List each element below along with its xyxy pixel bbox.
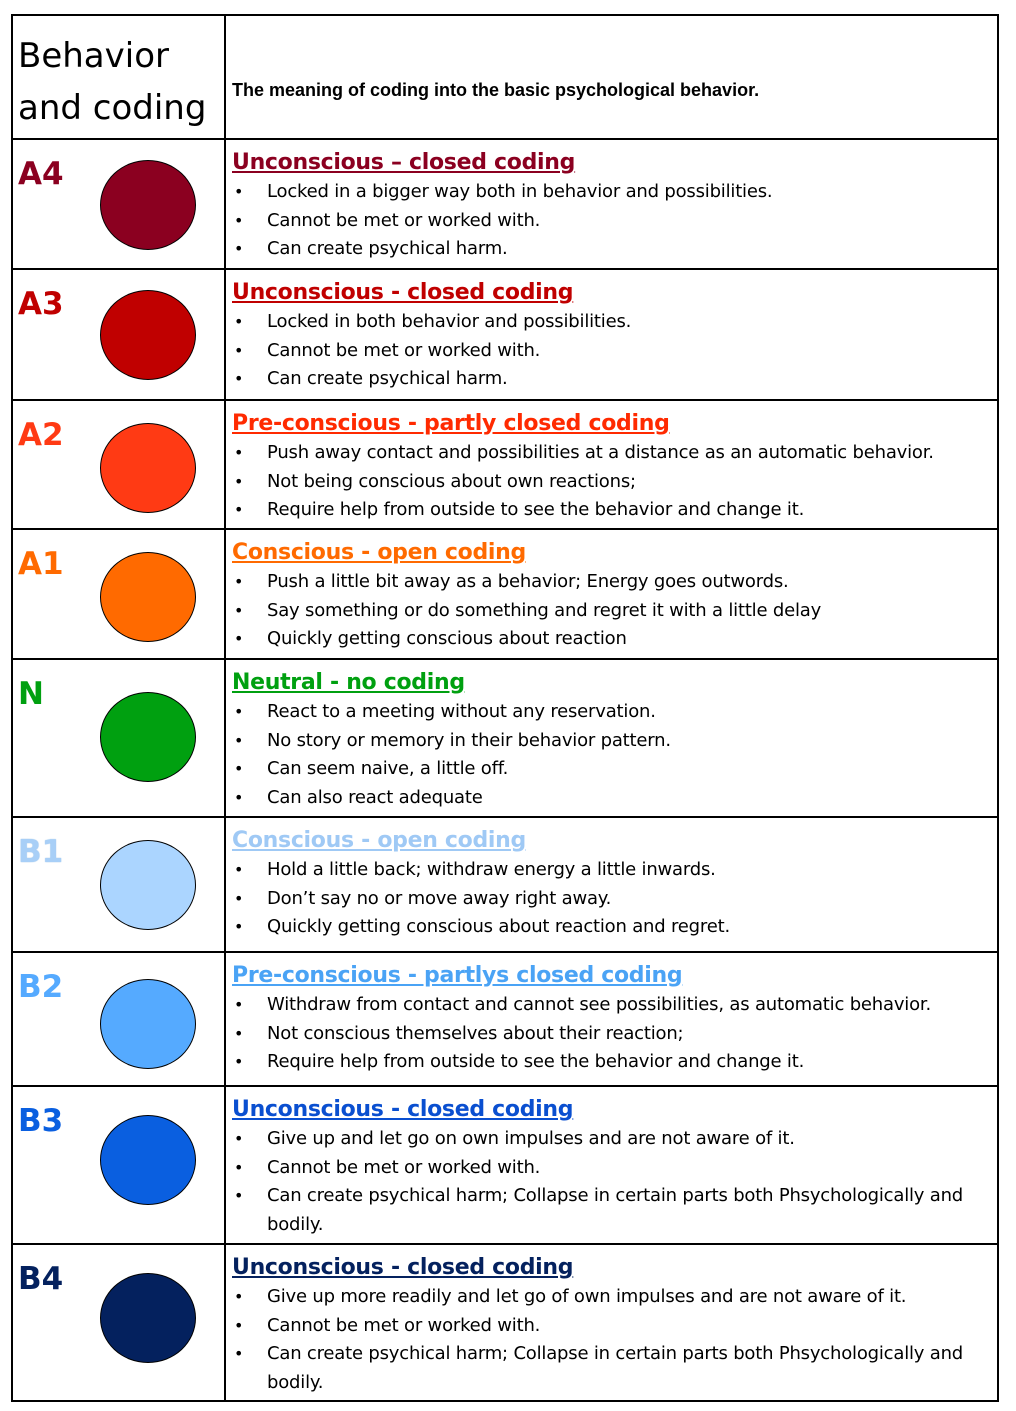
row-content xyxy=(232,538,991,654)
coding-row-a1 xyxy=(13,528,997,658)
bullet-item: • Can create psychical harm. xyxy=(232,365,991,394)
coding-title: Unconscious - closed coding xyxy=(232,1097,574,1122)
color-circle-icon xyxy=(100,1115,196,1205)
bullet-item: • Quickly getting conscious about reaction xyxy=(232,625,991,654)
bullet-item: • Give up more readily and let go of own impulses and are not aware of it. xyxy=(232,1283,991,1312)
bullet-item: • Not conscious themselves about their reaction; xyxy=(232,1020,991,1049)
color-circle-icon xyxy=(100,290,196,380)
coding-title: Conscious - open coding xyxy=(232,540,526,565)
bullet-item: • Can create psychical harm; Collapse in certain parts both Phsychologically and bodily. xyxy=(232,1182,991,1239)
coding-title: Unconscious - closed coding xyxy=(232,280,574,305)
bullet-item: • Can also react adequate xyxy=(232,784,991,813)
bullet-list xyxy=(232,1283,991,1397)
bullet-item: • No story or memory in their behavior pattern. xyxy=(232,727,991,756)
color-circle-icon xyxy=(100,160,196,250)
coding-title: Unconscious – closed coding xyxy=(232,150,576,175)
code-label: A4 xyxy=(18,156,64,192)
bullet-list xyxy=(232,1125,991,1239)
coding-title: Unconscious - closed coding xyxy=(232,1255,574,1280)
coding-row-b4 xyxy=(13,1243,997,1400)
coding-row-a3 xyxy=(13,268,997,399)
bullet-item: • Push away contact and possibilities at a distance as an automatic behavior. xyxy=(232,439,991,468)
bullet-list xyxy=(232,568,991,654)
bullet-item: • Don’t say no or move away right away. xyxy=(232,885,991,914)
coding-row-b1 xyxy=(13,816,997,951)
row-content xyxy=(232,409,991,525)
bullet-item: • Say something or do something and regret it with a little delay xyxy=(232,597,991,626)
color-circle-icon xyxy=(100,552,196,642)
bullet-item: • Locked in a bigger way both in behavior and possibilities. xyxy=(232,178,991,207)
coding-table xyxy=(11,14,999,1402)
row-content xyxy=(232,826,991,942)
bullet-list xyxy=(232,308,991,394)
color-circle-icon xyxy=(100,1273,196,1363)
code-label: B3 xyxy=(18,1103,64,1139)
header-row xyxy=(13,16,997,140)
coding-row-n xyxy=(13,658,997,816)
coding-title: Neutral - no coding xyxy=(232,670,465,695)
row-content xyxy=(232,961,991,1077)
header-title: Behavior and coding xyxy=(18,36,207,128)
coding-row-b3 xyxy=(13,1085,997,1243)
bullet-item: • Cannot be met or worked with. xyxy=(232,207,991,236)
code-label: B1 xyxy=(18,834,64,870)
bullet-item: • Push a little bit away as a behavior; Energy goes outwords. xyxy=(232,568,991,597)
bullet-item: • Require help from outside to see the behavior and change it. xyxy=(232,1048,991,1077)
row-content xyxy=(232,278,991,394)
bullet-list xyxy=(232,178,991,264)
bullet-item: • React to a meeting without any reservation. xyxy=(232,698,991,727)
color-circle-icon xyxy=(100,979,196,1069)
bullet-item: • Quickly getting conscious about reaction and regret. xyxy=(232,913,991,942)
code-label: B4 xyxy=(18,1261,64,1297)
color-circle-icon xyxy=(100,692,196,782)
bullet-item: • Give up and let go on own impulses and are not aware of it. xyxy=(232,1125,991,1154)
coding-row-b2 xyxy=(13,951,997,1085)
code-label: A3 xyxy=(18,286,64,322)
coding-row-a4 xyxy=(13,138,997,268)
code-label: A1 xyxy=(18,546,64,582)
coding-title: Pre-conscious - partly closed coding xyxy=(232,411,670,436)
code-label: A2 xyxy=(18,417,64,453)
coding-title: Conscious - open coding xyxy=(232,828,526,853)
bullet-list xyxy=(232,439,991,525)
header-description: The meaning of coding into the basic psychological behavior. xyxy=(232,80,760,100)
row-content xyxy=(232,148,991,264)
row-content xyxy=(232,668,991,812)
code-label: N xyxy=(18,676,44,712)
bullet-item: • Withdraw from contact and cannot see possibilities, as automatic behavior. xyxy=(232,991,991,1020)
bullet-item: • Cannot be met or worked with. xyxy=(232,337,991,366)
bullet-item: • Cannot be met or worked with. xyxy=(232,1154,991,1183)
color-circle-icon xyxy=(100,840,196,930)
bullet-item: • Not being conscious about own reactions; xyxy=(232,468,991,497)
row-content xyxy=(232,1095,991,1239)
bullet-item: • Can create psychical harm. xyxy=(232,235,991,264)
bullet-item: • Cannot be met or worked with. xyxy=(232,1312,991,1341)
bullet-item: • Can seem naive, a little off. xyxy=(232,755,991,784)
bullet-list xyxy=(232,991,991,1077)
coding-row-a2 xyxy=(13,399,997,528)
bullet-item: • Require help from outside to see the behavior and change it. xyxy=(232,496,991,525)
bullet-item: • Locked in both behavior and possibilities. xyxy=(232,308,991,337)
bullet-item: • Can create psychical harm; Collapse in certain parts both Phsychologically and bodily. xyxy=(232,1340,991,1397)
coding-title: Pre-conscious - partlys closed coding xyxy=(232,963,683,988)
code-label: B2 xyxy=(18,969,64,1005)
color-circle-icon xyxy=(100,423,196,513)
bullet-list xyxy=(232,856,991,942)
bullet-list xyxy=(232,698,991,812)
row-content xyxy=(232,1253,991,1397)
bullet-item: • Hold a little back; withdraw energy a little inwards. xyxy=(232,856,991,885)
